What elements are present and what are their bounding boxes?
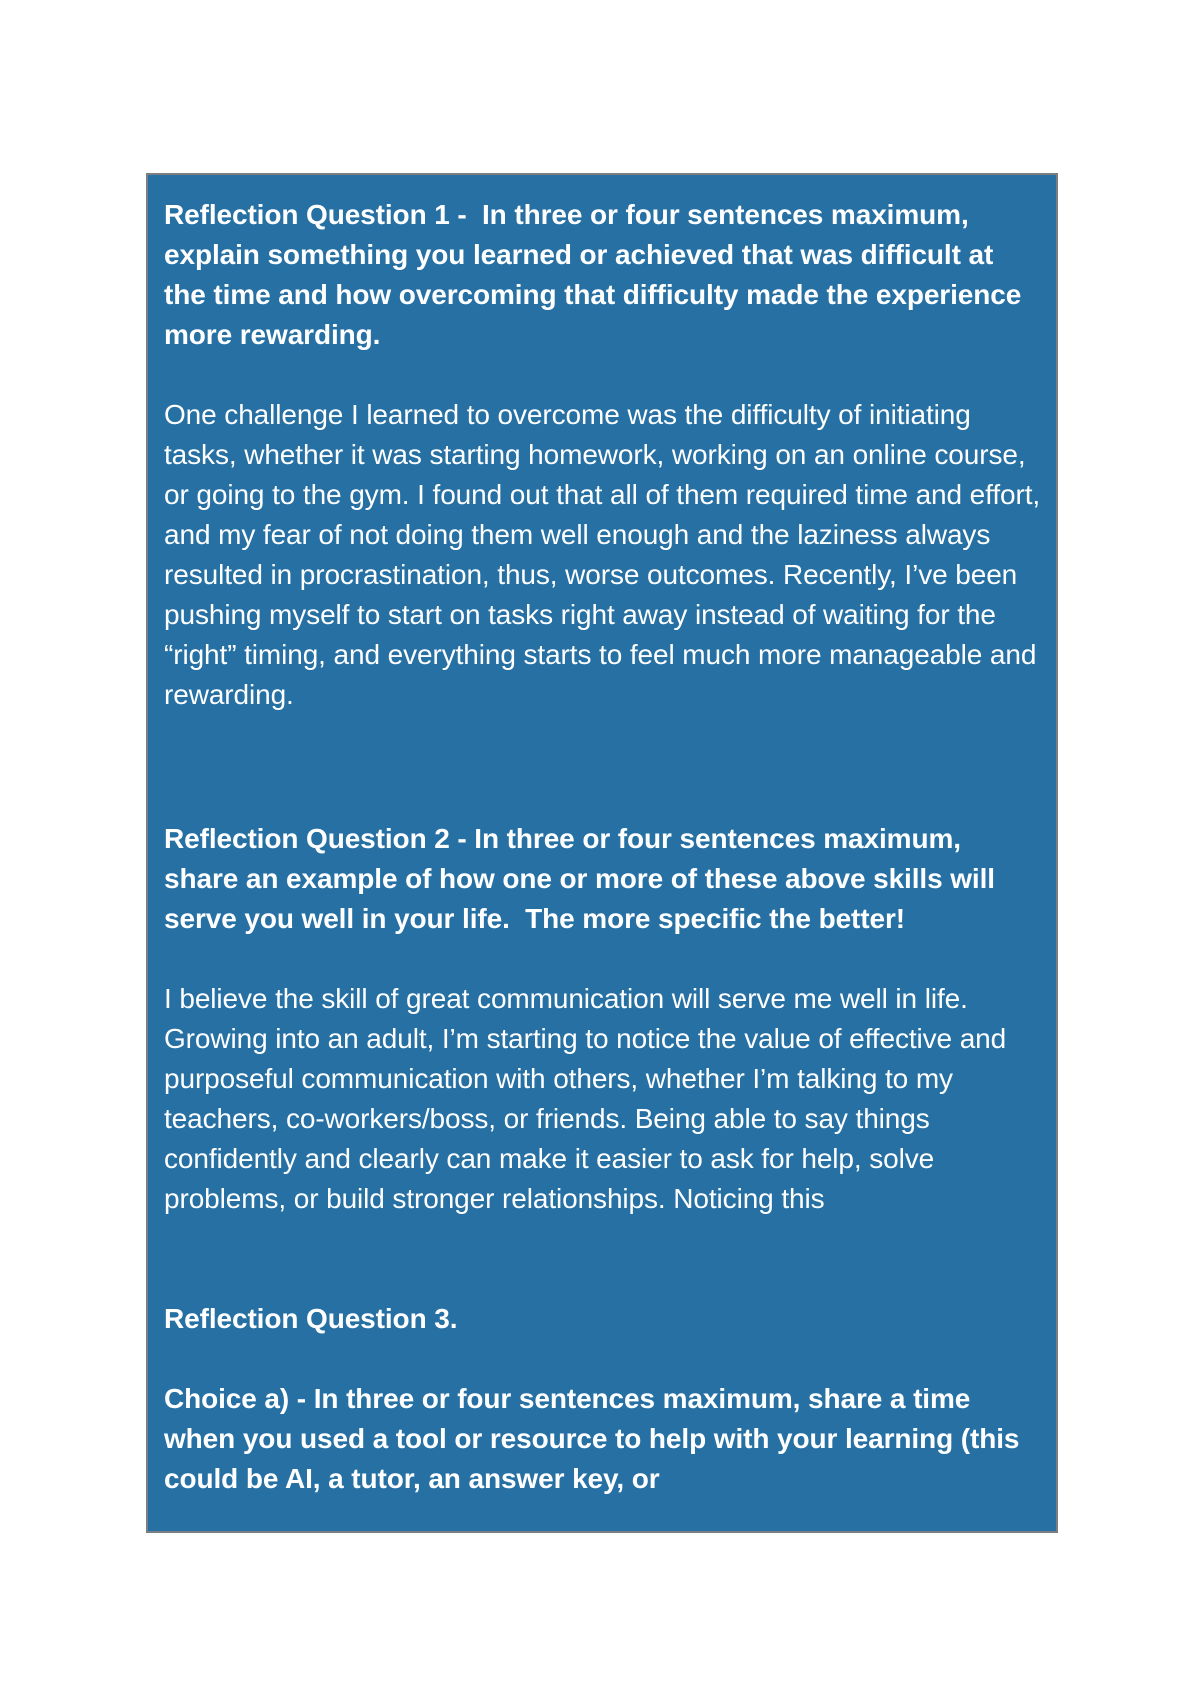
- reflection-text-box: [146, 173, 1058, 1533]
- spacer: [164, 939, 1042, 979]
- reflection-question-3-title: Reflection Question 3.: [164, 1303, 458, 1334]
- spacer: [164, 355, 1042, 395]
- reflection-question-2-answer: I believe the skill of great communication will serve me well in life. Growing into an adult, I’m starting to notice the value of effective and purposeful communication with others, whether I’m talking to my teachers, co-workers/boss, or friends. Being able to say things confidently and clearly can make it easier to ask for help, solve problems, or build stronger relationships. Noticing this: [164, 983, 1014, 1214]
- reflection-question-3-choice-a: Choice a) - In three or four sentences maximum, share a time when you used a tool or resource to help with your learning (this could be AI, a tutor, an answer key, or: [164, 1383, 1028, 1494]
- spacer: [164, 1339, 1042, 1379]
- spacer: [164, 715, 1042, 819]
- reflection-question-2-prompt: Reflection Question 2 - In three or four sentences maximum, share an example of how one or more of these above skills will serve you well in your life. The more specific the better!: [164, 823, 1003, 934]
- spacer: [164, 1219, 1042, 1299]
- reflection-question-1-answer: One challenge I learned to overcome was the difficulty of initiating tasks, whether it was starting homework, working on an online course, or going to the gym. I found out that all of them required time and effort, and my fear of not doing them well enough and the laziness always resulted in procrastination, thus, worse outcomes. Recently, I’ve been pushing myself to start on tasks right away instead of waiting for the “right” timing, and everything starts to feel much more manageable and rewarding.: [164, 399, 1048, 710]
- reflection-question-1-prompt: Reflection Question 1 - In three or four sentences maximum, explain something you learned or achieved that was difficult at the time and how overcoming that difficulty made the experience more rewarding.: [164, 199, 1029, 350]
